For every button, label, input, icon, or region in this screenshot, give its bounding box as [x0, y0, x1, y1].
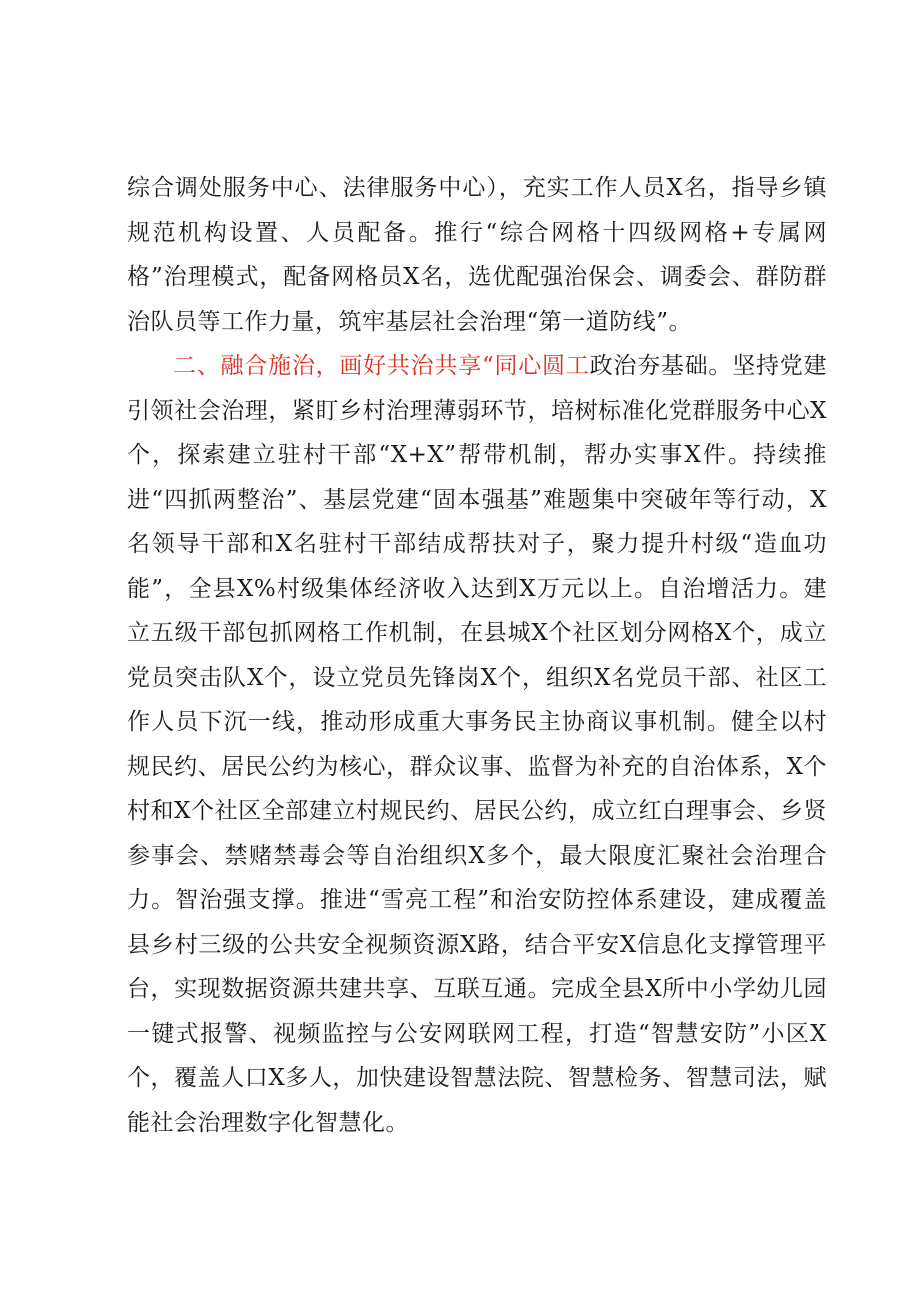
section-heading: 二、融合施治，画好共治共享“同心圆工: [173, 353, 590, 379]
paragraph-continued: 综合调处服务中心、法律服务中心），充实工作人员X名，指导乡镇规范机构设置、人员配备。推行“综合网格十四级网格+专属网格”治理模式，配备网格员X名，选优配强治保会、调委会、群防群治队员等工作力量，筑牢基层社会治理“第一道防线”。: [127, 175, 827, 335]
paragraph-section-two: [127, 344, 827, 1145]
document-body: [127, 166, 827, 1145]
section-body: 政治夯基础。坚持党建引领社会治理，紧盯乡村治理薄弱环节，培树标准化党群服务中心X个，探索建立驻村干部“X+X”帮带机制，帮办实事X件。持续推进“四抓两整治”、基层党建“固本强基”难题集中突破年等行动，X名领导干部和X名驻村干部结成帮扶对子，聚力提升村级“造血功能”，全县X%村级集体经济收入达到X万元以上。自治增活力。建立五级干部包抓网格工作机制，在县城X个社区划分网格X个，成立党员突击队X个，设立党员先锋岗X个，组织X名党员干部、社区工作人员下沉一线，推动形成重大事务民主协商议事机制。健全以村规民约、居民公约为核心，群众议事、监督为补充的自治体系，X个村和X个社区全部建立村规民约、居民公约，成立红白理事会、乡贤参事会、禁赌禁毒会等自治组织X多个，最大限度汇聚社会治理合力。智治强支撑。推进“雪亮工程”和治安防控体系建设，建成覆盖县乡村三级的公共安全视频资源X路，结合平安X信息化支撑管理平台，实现数据资源共建共享、互联互通。完成全县X所中小学幼儿园一键式报警、视频监控与公安网联网工程，打造“智慧安防”小区X个，覆盖人口X多人，加快建设智慧法院、智慧检务、智慧司法，赋能社会治理数字化智慧化。: [127, 353, 828, 1136]
